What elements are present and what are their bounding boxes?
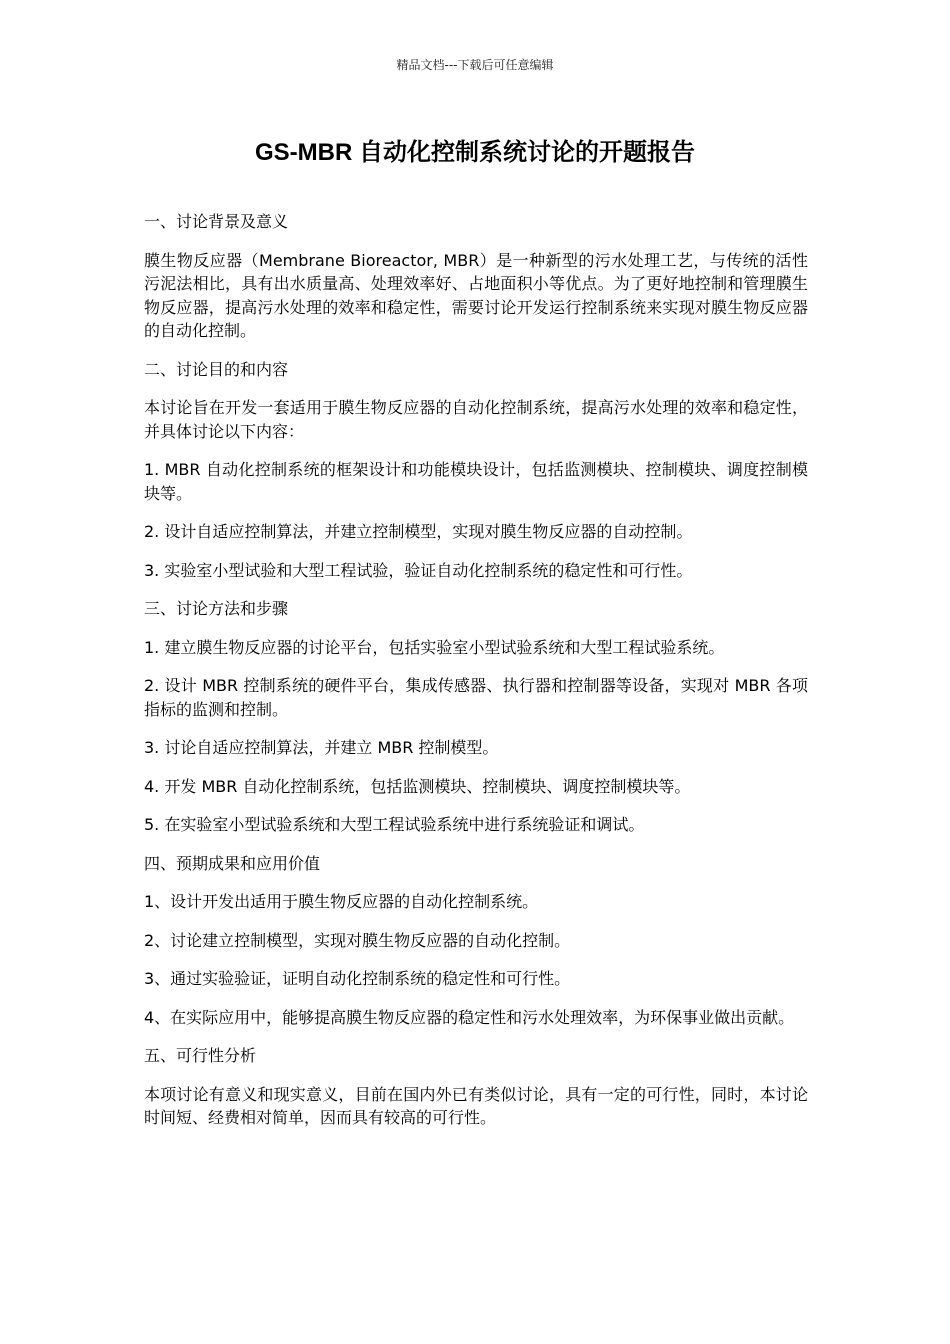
list-item-outcome-1: 1、设计开发出适用于膜生物反应器的自动化控制系统。 (144, 892, 539, 911)
paragraph-background: 膜生物反应器（Membrane Bioreactor, MBR）是一种新型的污水处理工艺，与传统的活性污泥法相比，具有出水质量高、处理效率好、占地面积小等优点。为了更好地控制和管理膜生物反应器，提高污水处理的效率和稳定性，需要讨论开发运行控制系统来实现对膜生物反应器的自动化控制。 (144, 250, 808, 340)
section-heading-outcomes: 四、预期成果和应用价值 (144, 853, 321, 873)
paragraph-feasibility: 本项讨论有意义和现实意义，目前在国内外已有类似讨论，具有一定的可行性，同时，本讨论时间短、经费相对简单，因而具有较高的可行性。 (144, 1084, 808, 1127)
list-item-outcome-3: 3、通过实验验证，证明自动化控制系统的稳定性和可行性。 (144, 969, 571, 988)
list-item-method-1: 1. 建立膜生物反应器的讨论平台，包括实验室小型试验系统和大型工程试验系统。 (144, 637, 725, 657)
list-item-method-3: 3. 讨论自适应控制算法，并建立 MBR 控制模型。 (144, 738, 499, 757)
list-item-outcome-2: 2、讨论建立控制模型，实现对膜生物反应器的自动化控制。 (144, 930, 571, 950)
header-note: 精品文档---下载后可任意编辑 (396, 58, 554, 72)
section-heading-background: 一、讨论背景及意义 (144, 212, 289, 231)
list-item-objective-3: 3. 实验室小型试验和大型工程试验，验证自动化控制系统的稳定性和可行性。 (144, 560, 693, 580)
section-heading-methods: 三、讨论方法和步骤 (144, 599, 289, 618)
paragraph-objectives-intro: 本讨论旨在开发一套适用于膜生物反应器的自动化控制系统，提高污水处理的效率和稳定性，并具体讨论以下内容： (144, 398, 808, 441)
section-heading-feasibility: 五、可行性分析 (144, 1046, 257, 1065)
document-body (144, 210, 808, 1145)
section-heading-objectives: 二、讨论目的和内容 (144, 359, 289, 379)
list-item-method-5: 5. 在实验室小型试验系统和大型工程试验系统中进行系统验证和调试。 (144, 815, 645, 834)
list-item-objective-1: 1. MBR 自动化控制系统的框架设计和功能模块设计，包括监测模块、控制模块、调度控制模块等。 (144, 460, 808, 503)
list-item-outcome-4: 4、在实际应用中，能够提高膜生物反应器的稳定性和污水处理效率，为环保事业做出贡献。 (144, 1007, 795, 1027)
list-item-objective-2: 2. 设计自适应控制算法，并建立控制模型，实现对膜生物反应器的自动控制。 (144, 522, 693, 541)
document-title: GS-MBR 自动化控制系统讨论的开题报告 (255, 139, 695, 166)
list-item-method-2: 2. 设计 MBR 控制系统的硬件平台，集成传感器、执行器和控制器等设备，实现对 MBR 各项指标的监测和控制。 (144, 676, 808, 719)
list-item-method-4: 4. 开发 MBR 自动化控制系统，包括监测模块、控制模块、调度控制模块等。 (144, 776, 691, 796)
